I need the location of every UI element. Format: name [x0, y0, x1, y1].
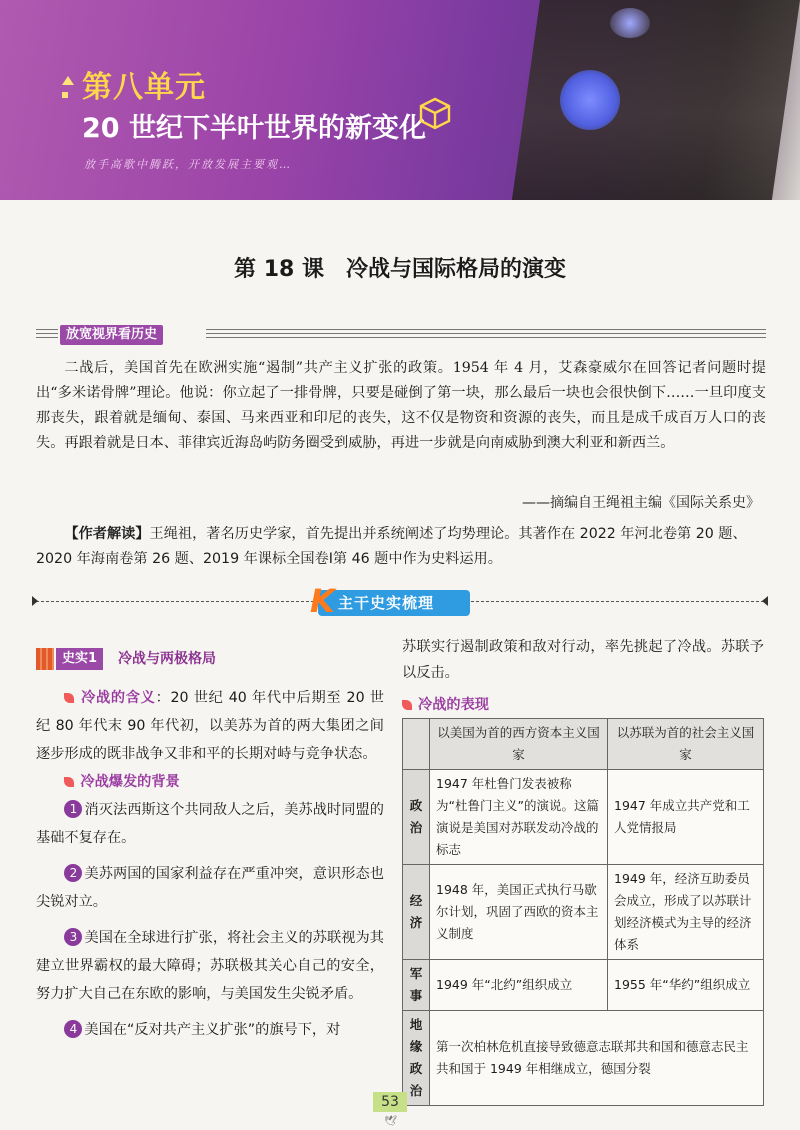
left-column: [36, 684, 384, 1044]
number-badge: 1: [64, 800, 82, 818]
fact-label: 史实1: [56, 648, 103, 670]
unit-banner: [0, 0, 800, 200]
table-row: [403, 960, 764, 1011]
author-note-text: 王绳祖，著名历史学家，首先提出并系统阐述了均势理论。其著作在 2022 年河北卷第 20 题、2020 年海南卷第 26 题、2019 年课标全国卷Ⅰ第 46 题中作为史料运用。: [36, 526, 747, 567]
table-row: [403, 1011, 764, 1106]
row-header: 军事: [403, 960, 430, 1011]
list-item: [36, 860, 384, 916]
banner-light-spot-small: [610, 8, 650, 38]
triangle-icon: [62, 76, 74, 85]
leaf-icon: [64, 777, 74, 787]
table-row: [403, 770, 764, 865]
definition-text: ：20 世纪 40 年代中后期至 20 世纪 80 年代末 90 年代初，以美苏为首的两大集团之间逐步形成的既非战争又非和平的长期对峙与竞争状态。: [36, 690, 384, 762]
table-cell: 1948 年，美国正式执行马歇尔计划，巩固了西欧的资本主义制度: [430, 865, 608, 960]
number-badge: 2: [64, 864, 82, 882]
book-icon: [36, 648, 54, 670]
decor-lines: [36, 329, 58, 341]
author-note-tag: 【作者解读】: [64, 526, 150, 542]
row-header: 政治: [403, 770, 430, 865]
table-header-row: [403, 719, 764, 770]
section-header: [36, 326, 766, 344]
leaf-icon: [64, 693, 74, 703]
list-item-text: 美苏两国的国家利益存在严重冲突，意识形态也尖锐对立。: [36, 866, 384, 910]
unit-title: 第八单元: [82, 70, 206, 105]
list-item-text: 美国在“反对共产主义扩张”的旗号下，对: [84, 1022, 341, 1038]
arrow-right-icon: [762, 596, 768, 606]
table-corner: [403, 719, 430, 770]
author-note: [36, 522, 766, 572]
main-facts-text: 主干史实梳理: [338, 594, 435, 612]
leaf-icon: [402, 700, 412, 710]
table-header-west: 以美国为首的西方资本主义国家: [430, 719, 608, 770]
row-header: 地缘政治: [403, 1011, 430, 1106]
background-heading: [36, 768, 384, 796]
lesson-title: 第 18 课 冷战与国际格局的演变: [234, 257, 566, 282]
intro-paragraph: 二战后，美国首先在欧洲实施“遏制”共产主义扩张的政策。1954 年 4 月，艾森豪威尔在回答记者问题时提出“多米诺骨牌”理论。他说：你立起了一排骨牌，只要是碰倒了第一块，那么最后一块也会很快倒下……一旦印度支那丧失，跟着就是缅甸、泰国、马来西亚和印尼的丧失，这不仅是物资和资源的丧失，而且是成千成百万人口的丧失。再跟着就是日本、菲律宾近海岛屿防务圈受到威胁，再进一步就是向南威胁到澳大利亚和新西兰。: [36, 360, 766, 451]
number-badge: 3: [64, 928, 82, 946]
square-bullet-icon: [62, 92, 68, 98]
main-facts-label: [310, 582, 470, 620]
banner-light-spot: [560, 70, 620, 130]
subhead-background: 冷战爆发的背景: [80, 774, 180, 790]
table-cell: 1949 年“北约”组织成立: [430, 960, 608, 1011]
cube-icon: [418, 96, 452, 130]
list-item-text: 美国在全球进行扩张，将社会主义的苏联视为其建立世界霸权的最大障碍；苏联极其关心自己的安全，努力扩大自己在东欧的影响，与美国发生尖锐矛盾。: [36, 930, 384, 1002]
right-column: [402, 634, 764, 718]
table-row: [403, 865, 764, 960]
list-item: [36, 796, 384, 852]
citation: ——摘编自王绳祖主编《国际关系史》: [522, 495, 760, 511]
subhead-manifestation: 冷战的表现: [418, 697, 489, 713]
row-header: 经济: [403, 865, 430, 960]
table-cell: 1947 年成立共产党和工人党情报局: [608, 770, 764, 865]
list-item: [36, 924, 384, 1008]
banner-tagline: 放手高歌中腾跃，开放发展主要观…: [84, 158, 292, 171]
continued-text: 苏联实行遏制政策和敌对行动，率先挑起了冷战。苏联予以反击。: [402, 639, 764, 681]
number-badge: 4: [64, 1020, 82, 1038]
decor-lines: [206, 329, 766, 341]
k-letter-icon: K: [310, 582, 335, 620]
subhead-definition: 冷战的含义: [80, 690, 156, 706]
section-label: 放宽视界看历史: [60, 325, 163, 345]
list-item-text: 消灭法西斯这个共同敌人之后，美苏战时同盟的基础不复存在。: [36, 802, 384, 846]
banner-photo-shadow: [508, 0, 800, 200]
bird-icon: 🕊: [384, 1116, 397, 1127]
cold-war-definition: [36, 684, 384, 768]
list-item: [36, 1016, 384, 1044]
table-cell: 1955 年“华约”组织成立: [608, 960, 764, 1011]
cold-war-table: [402, 718, 764, 1106]
manifestation-heading: [402, 692, 764, 718]
page-number: 53: [373, 1092, 407, 1112]
arrow-left-icon: [32, 596, 38, 606]
table-cell: 1947 年杜鲁门发表被称为“杜鲁门主义”的演说。这篇演说是美国对苏联发动冷战的标志: [430, 770, 608, 865]
table-cell: 第一次柏林危机直接导致德意志联邦共和国和德意志民主共和国于 1949 年相继成立，德国分裂: [430, 1011, 764, 1106]
unit-subtitle: 20 世纪下半叶世界的新变化: [82, 113, 426, 144]
table-header-east: 以苏联为首的社会主义国家: [608, 719, 764, 770]
fact-title: 冷战与两极格局: [118, 651, 216, 667]
table-cell: 1949 年，经济互助委员会成立，形成了以苏联计划经济模式为主导的经济体系: [608, 865, 764, 960]
